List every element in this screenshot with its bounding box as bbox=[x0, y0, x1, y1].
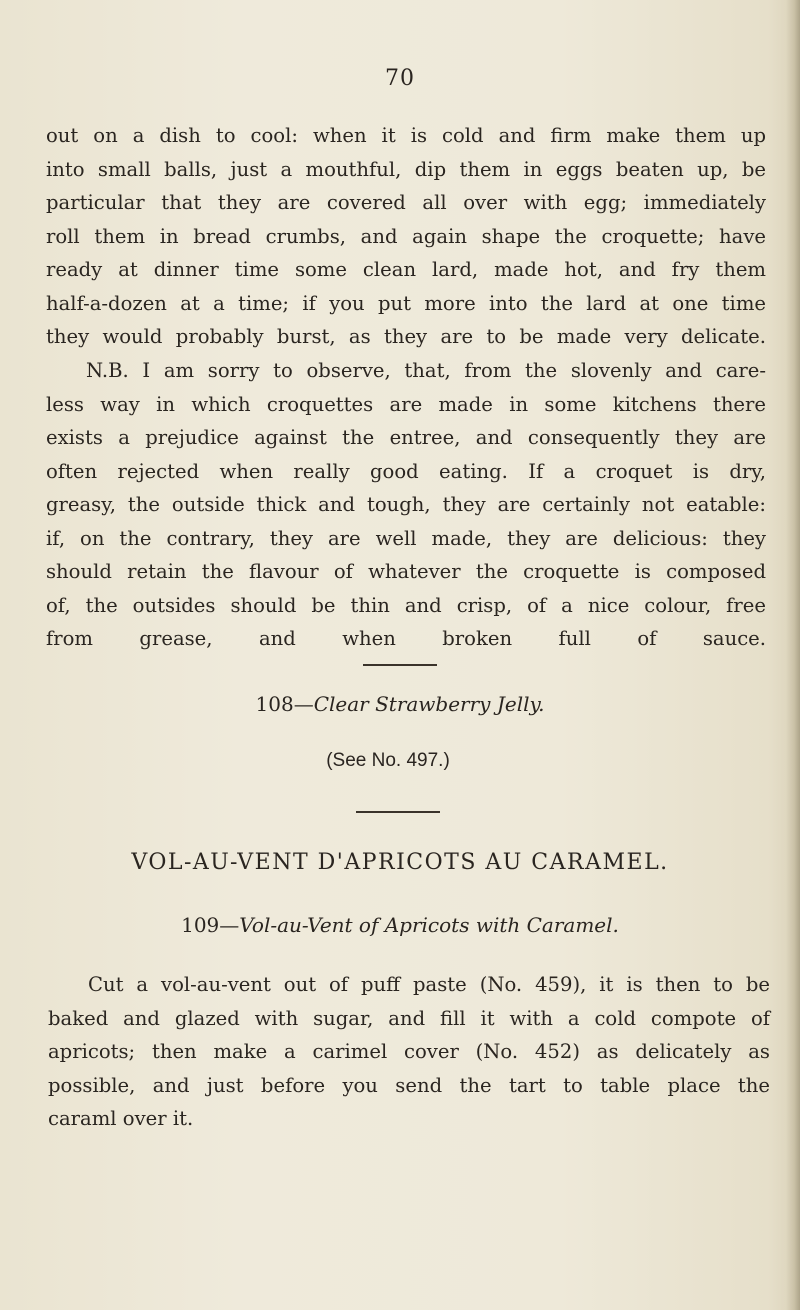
text-line: half-a-dozen at a time; if you put more into the lard at one time bbox=[46, 291, 766, 315]
text-line: into small balls, just a mouthful, dip them in eggs beaten up, be bbox=[46, 157, 766, 181]
text-line: ready at dinner time some clean lard, made hot, and fry them bbox=[46, 258, 766, 281]
recipe-title-109 bbox=[0, 913, 800, 937]
text-line: Cut a vol-au-vent out of puff paste (No. 459), it is then to be bbox=[88, 973, 770, 996]
text-line: of, the outsides should be thin and crisp, of a nice colour, free bbox=[46, 593, 766, 617]
page-edge-shadow bbox=[786, 0, 800, 1310]
text-line: from grease, and when broken full of sauce. bbox=[46, 627, 766, 650]
text-line: apricots; then make a carimel cover (No. 452) as delicately as bbox=[48, 1040, 770, 1063]
text-line: roll them in bread crumbs, and again shape the croquette; have bbox=[46, 224, 766, 248]
text-line: exists a prejudice against the entree, and consequently they are bbox=[46, 426, 766, 449]
text-line: out on a dish to cool: when it is cold and firm make them up bbox=[46, 124, 766, 147]
recipe-instructions bbox=[48, 968, 770, 1136]
text-line: they would probably burst, as they are to be made very delicate. bbox=[46, 325, 766, 348]
text-line: particular that they are covered all over with egg; immediately bbox=[46, 191, 766, 214]
cross-reference-note: (See No. 497.) bbox=[326, 750, 450, 771]
text-line: if, on the contrary, they are well made, they are delicious: they bbox=[46, 526, 766, 550]
section-divider bbox=[356, 811, 440, 813]
paragraph-continuation bbox=[46, 119, 766, 354]
text-line: possible, and just before you send the tart to table place the bbox=[48, 1073, 770, 1097]
section-heading: VOL-AU-VENT D'APRICOTS AU CARAMEL. bbox=[131, 850, 669, 875]
recipe-name: Vol-au-Vent of Apricots with Caramel. bbox=[239, 913, 619, 937]
recipe-title-108 bbox=[0, 692, 800, 716]
text-line: baked and glazed with sugar, and fill it with a cold compote of bbox=[48, 1006, 770, 1030]
text-line: greasy, the outside thick and tough, they are certainly not eatable: bbox=[46, 493, 766, 516]
page-number: 70 bbox=[385, 66, 415, 91]
recipe-name: Clear Strawberry Jelly. bbox=[313, 692, 545, 716]
text-line: N.B. I am sorry to observe, that, from the slovenly and care- bbox=[86, 359, 766, 382]
recipe-number: 108— bbox=[255, 692, 314, 716]
text-line: often rejected when really good eating. If a croquet is dry, bbox=[46, 459, 766, 483]
text-line: less way in which croquettes are made in some kitchens there bbox=[46, 392, 766, 416]
text-line: caraml over it. bbox=[48, 1107, 194, 1130]
section-divider bbox=[363, 664, 437, 666]
text-line: should retain the flavour of whatever the croquette is composed bbox=[46, 560, 766, 583]
recipe-number: 109— bbox=[181, 913, 240, 937]
nb-paragraph bbox=[46, 354, 766, 656]
